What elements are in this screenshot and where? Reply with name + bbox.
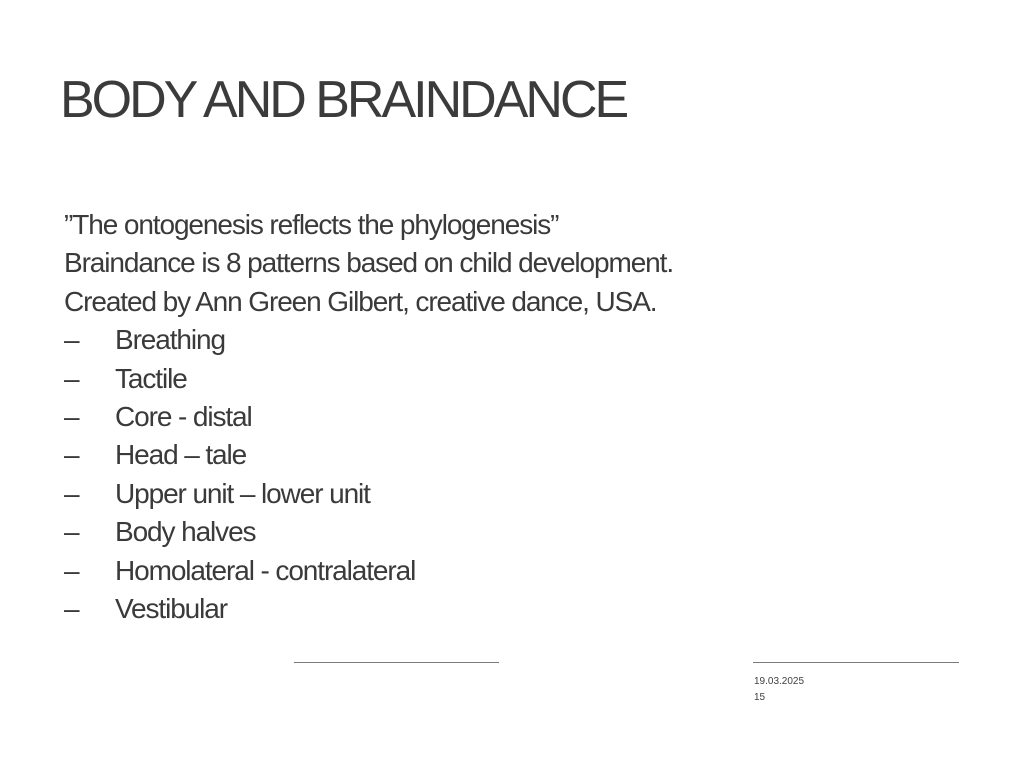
- slide-body: [64, 206, 673, 628]
- footer-date: 19.03.2025: [754, 676, 805, 687]
- list-item: [64, 436, 673, 474]
- list-item: [64, 398, 673, 436]
- page-number: 15: [754, 692, 766, 703]
- bullet-dash: –: [64, 592, 79, 624]
- bullet-dash: –: [64, 477, 79, 509]
- bullet-dash: –: [64, 516, 79, 548]
- list-item: [64, 552, 673, 590]
- footer-divider-left: [294, 662, 499, 663]
- bullet-dash: –: [64, 439, 79, 471]
- list-item: [64, 321, 673, 359]
- list-item-label: Homolateral - contralateral: [115, 554, 416, 586]
- bullet-dash: –: [64, 554, 79, 586]
- list-item: [64, 513, 673, 551]
- list-item-label: Head – tale: [115, 439, 247, 471]
- quote-line: ”The ontogenesis reflects the phylogenesis”: [64, 209, 559, 240]
- list-item-label: Breathing: [115, 324, 225, 356]
- list-item: [64, 360, 673, 398]
- intro-line: Braindance is 8 patterns based on child development.: [64, 247, 674, 279]
- list-item-label: Upper unit – lower unit: [115, 477, 370, 509]
- slide-title: BODY AND BRAINDANCE: [60, 71, 627, 129]
- creator-line: Created by Ann Green Gilbert, creative dance, USA.: [64, 285, 657, 317]
- footer-divider-right: [753, 662, 959, 663]
- list-item-label: Tactile: [115, 362, 187, 394]
- bullet-dash: –: [64, 400, 79, 432]
- bullet-dash: –: [64, 324, 79, 356]
- bullet-dash: –: [64, 362, 79, 394]
- list-item-label: Core - distal: [115, 400, 252, 432]
- list-item-label: Body halves: [115, 516, 256, 548]
- list-item: [64, 590, 673, 628]
- list-item: [64, 475, 673, 513]
- list-item-label: Vestibular: [115, 592, 227, 624]
